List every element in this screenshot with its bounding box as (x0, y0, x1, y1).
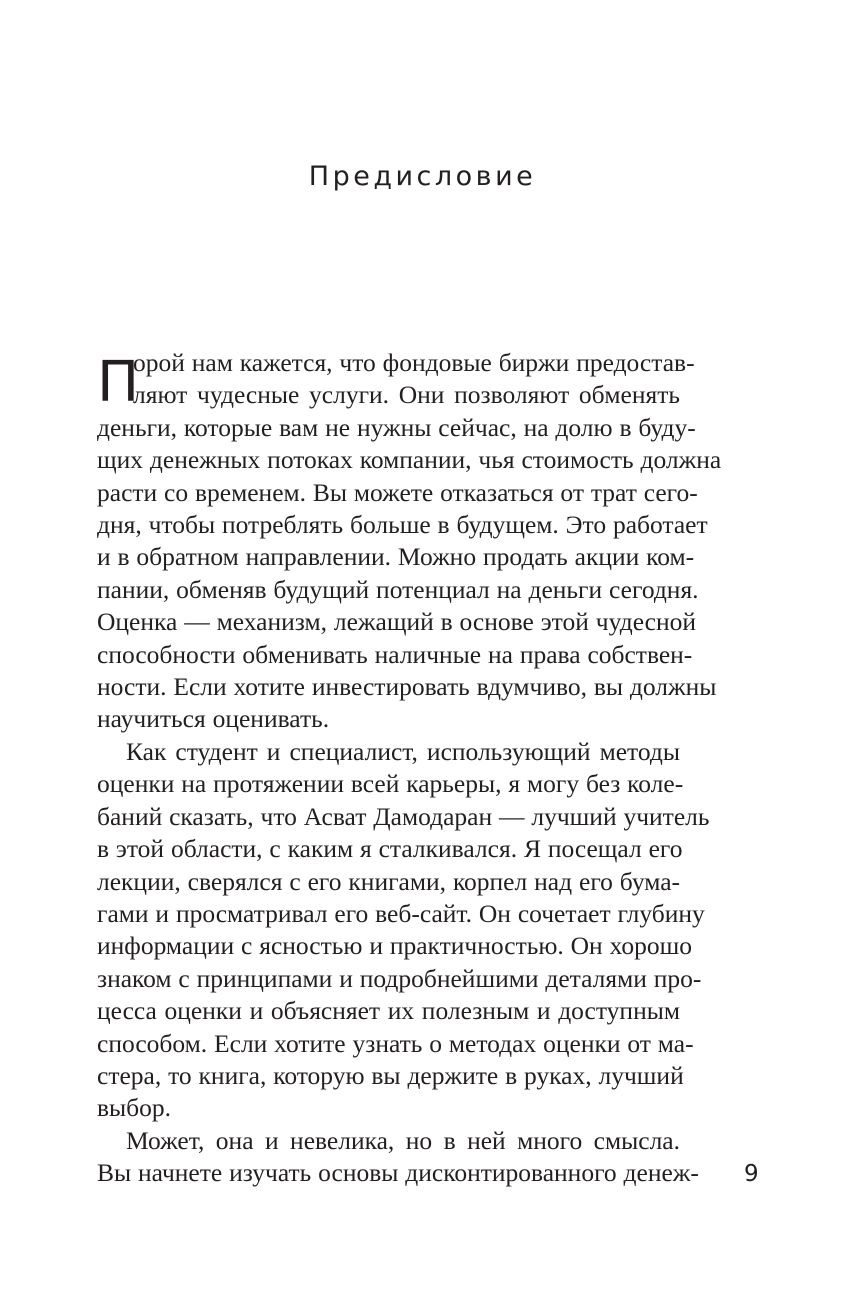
paragraph-1 (97, 347, 722, 736)
text-line: способности обменивать наличные на права собствен- (97, 639, 693, 669)
text-line: в этой области, с каким я сталкивался. Я посещал его (97, 834, 683, 864)
drop-cap: П (97, 350, 140, 415)
text-line: информации с ясностью и практичностью. Он хорошо (97, 931, 692, 961)
text-line: Вы начнете изучать основы дисконтированного денеж- (97, 1158, 699, 1188)
text-line: щих денежных потоках компании, чья стоимость должна (97, 445, 722, 475)
text-line: дня, чтобы потреблять больше в будущем. Это работает (97, 509, 708, 539)
text-line: деньги, которые вам не нужны сейчас, на долю в буду- (97, 412, 696, 442)
paragraph-2 (97, 736, 710, 1125)
text-line: и в обратном направлении. Можно продать акции ком- (97, 542, 695, 572)
text-line: ляют чудесные услуги. Они позволяют обменять (133, 380, 680, 410)
text-line: орой нам кажется, что фондовые биржи предостав- (133, 348, 695, 377)
text-line: Оценка — механизм, лежащий в основе этой чудесной (97, 607, 697, 637)
text-line: гами и просматривал его веб-сайт. Он сочетает глубину (97, 898, 705, 928)
text-line: стера, то книга, которую вы держите в руках, лучший (97, 1060, 684, 1090)
text-line: цесса оценки и объясняет их полезным и доступным (97, 996, 680, 1026)
page-title: Предисловие (308, 161, 537, 192)
text-line: Может, она и невелика, но в ней много смысла. (126, 1126, 680, 1155)
text-line: выбор. (97, 1093, 172, 1123)
text-line: расти со временем. Вы можете отказаться от трат сего- (97, 477, 698, 507)
text-line: лекции, сверялся с его книгами, корпел над его бума- (97, 866, 680, 896)
text-line: ности. Если хотите инвестировать вдумчиво, вы должны (97, 671, 717, 701)
text-line: баний сказать, что Асват Дамодаран — лучший учитель (97, 801, 710, 831)
text-line: знаком с принципами и подробнейшими деталями про- (97, 963, 702, 993)
text-line: научиться оценивать. (97, 704, 330, 734)
text-line: способом. Если хотите узнать о методах оценки от ма- (97, 1028, 694, 1058)
text-line: оценки на протяжении всей карьеры, я могу без коле- (97, 769, 684, 799)
page-number: 9 (744, 1161, 759, 1187)
paragraph-3 (97, 1125, 699, 1190)
text-line: Как студент и специалист, использующий методы (126, 737, 680, 766)
text-line: пании, обменяв будущий потенциал на деньги сегодня. (97, 574, 699, 604)
